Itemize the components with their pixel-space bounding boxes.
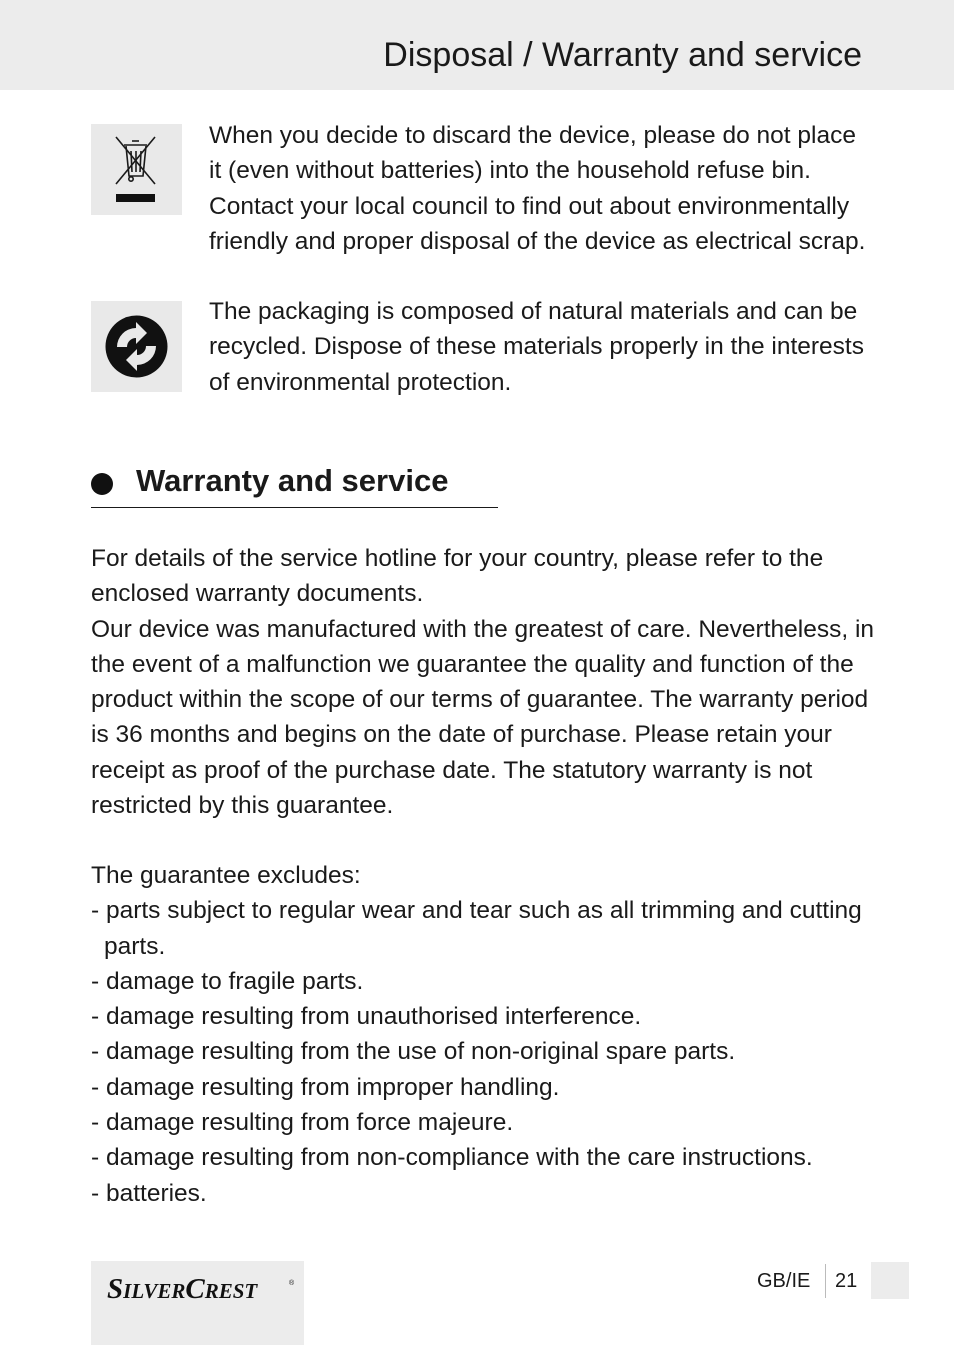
warranty-body [91, 541, 881, 823]
header-bar [0, 0, 954, 90]
exclusion-item: - damage resulting from improper handling. [91, 1073, 560, 1101]
exclusion-item: - damage resulting from non-compliance with the care instructions. [91, 1144, 813, 1172]
disposal-device-text: When you decide to discard the device, please do not place it (even without batteries) into the household refuse bin. Contact your local council to find out about environmentally friendly and proper disposal of the device as electrical scrap. [209, 122, 866, 255]
section-heading-warranty [91, 463, 498, 508]
exclusions-list [91, 893, 881, 1211]
exclusion-item: - damage to fragile parts. [91, 967, 364, 995]
bullet-icon [91, 473, 113, 495]
footer-locale: GB/IE [757, 1270, 811, 1292]
svg-text:®: ® [289, 1280, 295, 1287]
green-dot-recycling-icon [91, 301, 182, 392]
exclusion-item: - batteries. [91, 1179, 207, 1207]
exclusion-item: - damage resulting from unauthorised interference. [91, 1003, 642, 1031]
exclusion-item: - damage resulting from the use of non-original spare parts. [91, 1038, 736, 1066]
brand-logo [91, 1261, 304, 1345]
svg-text:SILVERCREST: SILVERCREST [107, 1273, 258, 1305]
crossed-out-wheelie-bin-icon [91, 124, 182, 215]
footer-divider [825, 1264, 826, 1298]
exclusions-intro: The guarantee excludes: [91, 862, 361, 889]
exclusion-item: - damage resulting from force majeure. [91, 1109, 514, 1137]
footer-tab [871, 1262, 909, 1299]
hotline-paragraph: For details of the service hotline for your country, please refer to the enclosed warranty documents. [91, 545, 824, 608]
exclusion-item: - parts subject to regular wear and tear such as all trimming and cutting parts. [91, 897, 862, 960]
heading-text: Warranty and service [136, 463, 449, 498]
guarantee-paragraph: Our device was manufactured with the greatest of care. Nevertheless, in the event of a malfunction we guarantee the quality and function of the product within the scope of our terms of guarantee. The warranty period is 36 months and begins on the date of purchase. Please retain your receipt as proof of the purchase date. The statutory warranty is not restricted by this guarantee. [91, 615, 875, 820]
page-title: Disposal / Warranty and service [383, 36, 862, 74]
page-number: 21 [835, 1270, 858, 1292]
packaging-text: The packaging is composed of natural materials and can be recycled. Dispose of these materials properly in the interests of environmental protection. [209, 298, 864, 396]
exclusions-block [91, 858, 881, 1211]
